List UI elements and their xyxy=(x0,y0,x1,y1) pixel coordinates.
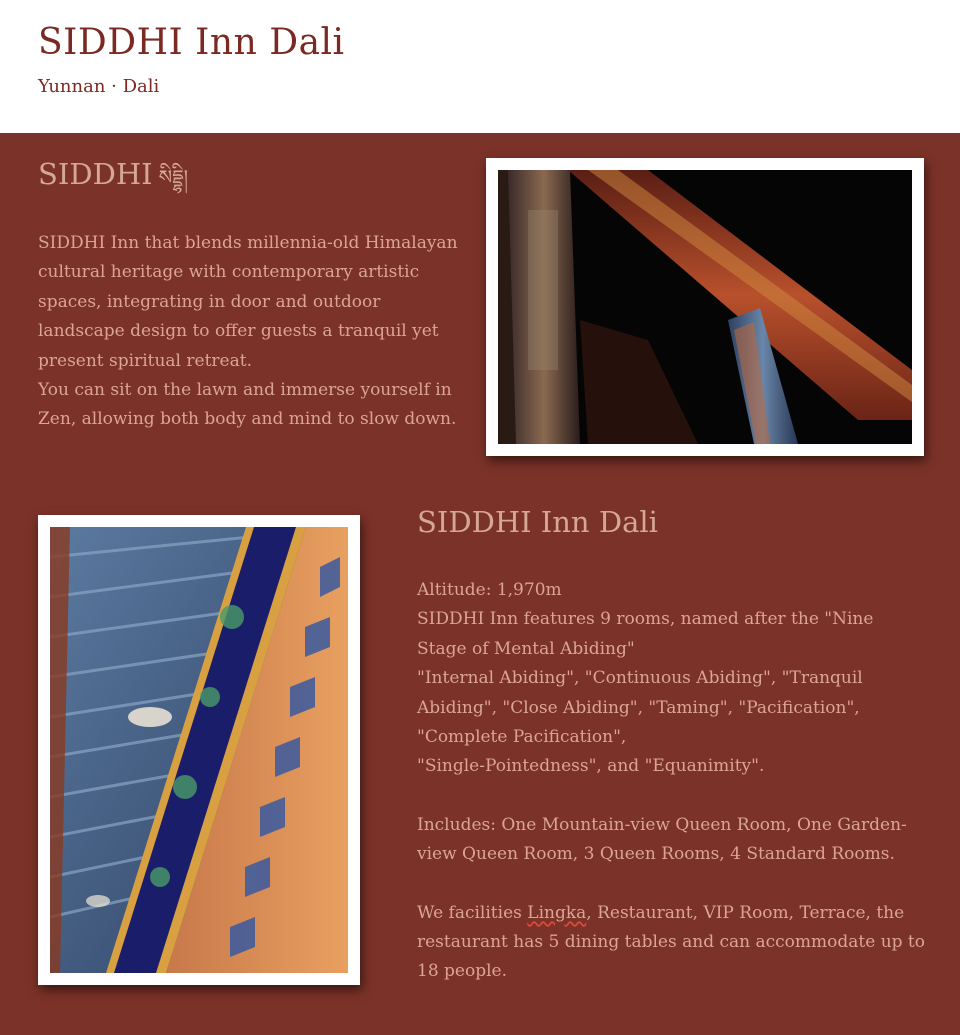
rooms-line-2: "Internal Abiding", "Continuous Abiding", "Tranquil Abiding", "Close Abiding", "Taming", "Pacification", "Complete Pacification", xyxy=(417,668,863,748)
intro-title-tibetan: སིདྡྷི། xyxy=(158,165,189,189)
facilities-text xyxy=(417,899,927,987)
altitude-text: Altitude: 1,970m xyxy=(417,580,562,600)
includes-text: Includes: One Mountain-view Queen Room, One Garden-view Queen Room, 3 Queen Rooms, 4 Standard Rooms. xyxy=(417,814,907,865)
intro-paragraph-2: You can sit on the lawn and immerse yourself in Zen, allowing both body and mind to slow down. xyxy=(38,380,457,430)
details-text xyxy=(417,576,927,987)
intro-title-text: SIDDHI xyxy=(38,157,153,191)
site-title: SIDDHI Inn Dali xyxy=(38,22,345,63)
facilities-suffix: , Restaurant, VIP Room, Terrace, the restaurant has 5 dining tables and can accommodate up to 18 people. xyxy=(417,902,925,982)
content-panel xyxy=(0,133,960,1035)
rooms-line-1: SIDDHI Inn features 9 rooms, named after the "Nine Stage of Mental Abiding" xyxy=(417,609,874,659)
page-header xyxy=(0,0,960,133)
intro-text xyxy=(38,229,458,435)
facilities-lingka: Lingka xyxy=(527,902,587,923)
temple-pillars-image xyxy=(498,170,912,444)
facilities-prefix: We facilities xyxy=(417,902,528,923)
photo-temple-pillars xyxy=(486,158,924,456)
site-subtitle: Yunnan · Dali xyxy=(38,76,160,97)
painted-ceiling-image xyxy=(50,527,348,973)
photo-painted-ceiling xyxy=(38,515,360,985)
details-title: SIDDHI Inn Dali xyxy=(417,505,658,539)
rooms-line-3: "Single-Pointedness", and "Equanimity". xyxy=(417,756,765,777)
intro-paragraph-1: SIDDHI Inn that blends millennia-old Himalayan cultural heritage with contemporary artistic spaces, integrating in door and outdoor landscape design to offer guests a tranquil yet present spiritual retreat. xyxy=(38,233,458,371)
intro-title xyxy=(38,155,188,211)
